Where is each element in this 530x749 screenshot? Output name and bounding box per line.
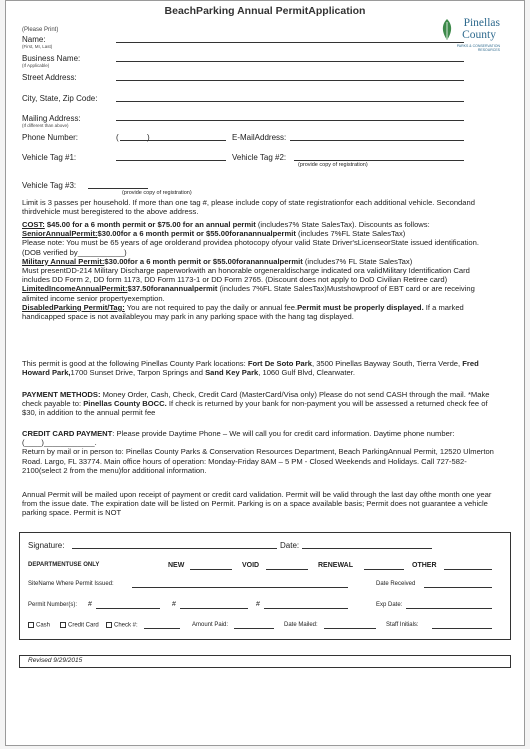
business-hint: (If Applicable) <box>22 63 50 68</box>
amount-paid-label: Amount Paid: <box>192 622 229 628</box>
name-label: Name: <box>22 35 46 44</box>
email-label: E-MailAddress: <box>232 133 287 142</box>
senior-label: SeniorAnnualPermit: <box>22 229 98 239</box>
phone-field[interactable] <box>120 140 226 141</box>
location-fort-de-soto: Fort De Soto Park <box>247 359 312 368</box>
credit-label: CREDIT CARD PAYMENT <box>22 429 113 438</box>
payment-text <box>22 390 496 418</box>
military-price: $30.00for a 6 month permit or $55.00foranannualpermit <box>104 256 303 266</box>
limit-text: Limit is 3 passes per household. If more than one tag #, please include copy of state registrationfor each additional vehicle. Secondand thirdvehicle must beregistered to the above address. <box>22 198 475 217</box>
disabled-text: You are not required to pay the daily or annual fee. <box>124 302 298 312</box>
logo-line-2: County <box>462 29 496 41</box>
tag2-field[interactable] <box>294 160 464 161</box>
name-field[interactable] <box>116 42 464 43</box>
limited-tail: (includes 7%FL State SalesTax)Mustshowproof of EBT card or are receiving alimited income senior propertyexemption. <box>22 284 475 303</box>
limited-price: $37.50foranannualpermit <box>127 284 218 294</box>
disabled-label: DisabledParking Permit/Tag: <box>22 302 125 312</box>
exp-date-label: Exp Date: <box>376 602 403 608</box>
signature-field[interactable] <box>72 548 277 549</box>
tag1-field[interactable] <box>116 160 226 161</box>
leaf-icon <box>440 19 454 41</box>
senior-note: Please note: You must be 65 years of age orolderand providea photocopy ofyour valid State Driver'sLicenseorState issued identification. (DOB verified by___________) <box>22 238 479 257</box>
other-field[interactable] <box>444 569 492 570</box>
payment-payee: Pinellas County BOCC. <box>83 399 167 409</box>
tag2-hint: (provide copy of registration) <box>298 162 368 168</box>
form-title: BeachParking Annual PermitApplication <box>164 5 366 17</box>
credit-card-checkbox[interactable] <box>60 622 66 628</box>
disabled-tail: If a marked handicapped space is not availableyou may park in any parking space with the hang tag displayed. <box>22 302 464 322</box>
mailing-hint: (If different than above) <box>22 123 69 128</box>
military-tail: (includes7% FL State SalesTax) <box>302 256 413 266</box>
disabled-bold: Permit must be properly displayed. <box>297 302 424 312</box>
senior-price: $30.00for a 6 month permit or $55.00foranannualpermit <box>97 229 296 239</box>
return-text: Return by mail or in person to: Pinellas County Parks & Conservation Resources Department, Beach ParkingAnnual Permit, 12520 Ulmerton Road. Largo, FL 33774. Main office hours of operation: Monday-Friday 8AM – 5 PM - Closed Weekends and Holidays. Call 727-582-2100(select 2 from the menu)for additional information. <box>22 447 494 475</box>
business-name-field[interactable] <box>116 61 464 62</box>
locations-p1: This permit is good at the following Pinellas County Park locations: <box>22 359 248 368</box>
cash-checkbox[interactable] <box>28 622 34 628</box>
payment-body: Money Order, Cash, Check, Credit Card (MasterCard/Visa only) Please do not send CASH through the mail. *Make check payable to: <box>22 390 490 409</box>
cash-label: Cash <box>36 622 51 629</box>
date-mailed-label: Date Mailed: <box>284 622 318 628</box>
staff-initials-label: Staff Initials: <box>386 622 419 628</box>
phone-paren-close: ) <box>147 133 150 142</box>
location-sand-key: Sand Key Park <box>205 368 259 378</box>
cost-label: COST: <box>22 220 45 229</box>
revised-date: Revised 9/29/2015 <box>28 657 83 664</box>
cost-section <box>22 220 496 321</box>
date-mailed-field[interactable] <box>324 628 376 629</box>
limited-label: LimitedIncomeAnnualPermit: <box>22 284 128 294</box>
tag3-label: Vehicle Tag #3: <box>22 181 77 190</box>
city-field[interactable] <box>116 101 464 102</box>
other-label: OTHER <box>412 562 437 569</box>
phone-label: Phone Number: <box>22 133 79 142</box>
permit-number-1-field[interactable] <box>96 608 160 609</box>
logo-line-1: Pinellas <box>463 17 500 29</box>
void-field[interactable] <box>266 569 308 570</box>
location-fred-howard: Fred Howard Park, <box>22 359 479 378</box>
name-hint: (First, MI, Last) <box>22 44 53 49</box>
cash-option[interactable] <box>28 622 50 629</box>
permit-hash-2: # <box>172 601 176 608</box>
revision-box <box>19 655 511 668</box>
locations-p3: 1700 Sunset Drive, Tarpon Springs and <box>70 368 206 378</box>
credit-body: : Please provide Daytime Phone – We will call you for credit card information. Daytime phone number:(____)____________. <box>22 429 455 448</box>
permit-number-3-field[interactable] <box>264 608 348 609</box>
locations-p2: , 3500 Pinellas Bayway South, Tierra Verde, <box>311 359 463 368</box>
tag3-hint: (provide copy of registration) <box>122 190 192 196</box>
staff-initials-field[interactable] <box>432 628 492 629</box>
check-option[interactable] <box>106 622 138 629</box>
permit-hash-1: # <box>88 601 92 608</box>
site-label: SiteName Where Permit Issued: <box>28 581 114 587</box>
amount-paid-field[interactable] <box>234 628 274 629</box>
signature-label: Signature: <box>28 541 65 550</box>
new-label: NEW <box>168 562 185 569</box>
permit-hash-3: # <box>256 601 260 608</box>
permit-number-2-field[interactable] <box>180 608 248 609</box>
locations-p4: , 1060 Gulf Blvd, Clearwater. <box>258 368 355 378</box>
mailed-text: Annual Permit will be mailed upon receipt of payment or credit card validation. Permit will be valid through the last day ofthe month one year from the issue date. The expiration date will be listed on Permit. Parking is on a space available basis; Permit does not guarantee a vehicle parking space. Permit is NOT <box>22 490 492 518</box>
date-received-label: Date Received <box>376 581 416 587</box>
permit-application-page <box>5 0 525 746</box>
tag2-label: Vehicle Tag #2: <box>232 153 287 162</box>
credit-card-label: Credit Card <box>68 622 99 629</box>
renewal-field[interactable] <box>364 569 404 570</box>
military-label: Military Annual Permit: <box>22 256 105 266</box>
date-label: Date: <box>280 541 300 550</box>
cost-text: $45.00 for a 6 month permit or $75.00 for an annual permit <box>44 220 256 229</box>
payment-tail: If check is returned by your bank for non-payment you will be assessed a returned check fee of $30, in addition to the annual permit fee <box>22 399 488 418</box>
credit-card-option[interactable] <box>60 622 99 629</box>
city-label: City, State, Zip Code: <box>22 94 98 103</box>
permit-numbers-label: Permit Number(s): <box>28 602 78 608</box>
check-checkbox[interactable] <box>106 622 112 628</box>
locations-text <box>22 359 496 377</box>
site-field[interactable] <box>132 587 348 588</box>
mailing-label: Mailing Address: <box>22 114 81 123</box>
military-note: Must presentDD-214 Military Discharge paperworkwith an honorable orgeneraldischarge indicated ora validMilitary Identification Card includes DD Form 2, DD form 1173, DD Form 1173-1 or DD Form 2765. (Discount does not apply to DoD Civilian Retiree card) <box>22 266 470 285</box>
business-name-label: Business Name: <box>22 54 81 63</box>
please-print-label: (Please Print) <box>22 27 59 33</box>
date-received-field[interactable] <box>424 587 492 588</box>
pinellas-county-logo <box>440 17 500 53</box>
new-field[interactable] <box>190 569 232 570</box>
mailing-field[interactable] <box>116 120 464 121</box>
email-field[interactable] <box>290 140 464 141</box>
dept-use-label: DEPARTMENTUSE ONLY <box>28 562 100 568</box>
renewal-label: RENEWAL <box>318 562 353 569</box>
exp-date-field[interactable] <box>406 608 492 609</box>
phone-paren-open: ( <box>116 133 119 142</box>
cost-tail: (includes7% State SalesTax). Discounts as follows: <box>255 220 430 229</box>
void-label: VOID <box>242 562 260 569</box>
logo-line-3: PARKS & CONSERVATION RESOURCES <box>456 44 500 52</box>
credit-text <box>22 429 496 475</box>
check-label: Check #: <box>114 622 138 629</box>
tag3-field[interactable] <box>88 188 148 189</box>
check-number-field[interactable] <box>144 628 180 629</box>
payment-label: PAYMENT METHODS: <box>22 390 101 399</box>
street-label: Street Address: <box>22 73 77 82</box>
street-field[interactable] <box>116 80 464 81</box>
department-use-box <box>19 532 511 640</box>
tag1-label: Vehicle Tag #1: <box>22 153 77 162</box>
senior-tail: (includes 7%FL State SalesTax) <box>295 229 406 239</box>
date-field[interactable] <box>302 548 432 549</box>
